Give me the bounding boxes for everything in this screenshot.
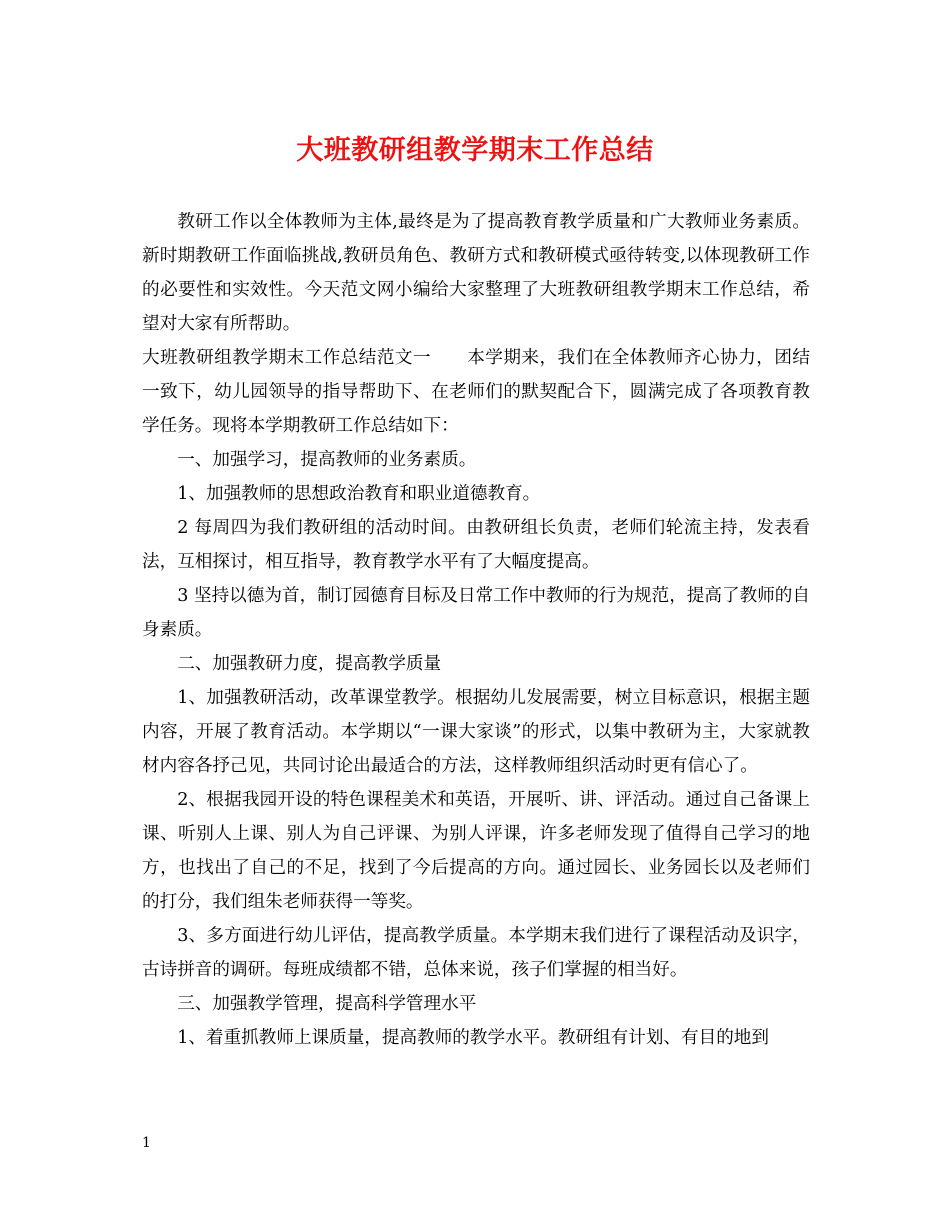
- heading-section-three: 三、加强教学管理，提高科学管理水平: [177, 994, 477, 1014]
- heading-section-one: 一、加强学习，提高教师的业务素质。: [177, 450, 477, 470]
- paragraph-item: 1、加强教师的思想政治教育和职业道德教育。: [177, 484, 541, 504]
- heading-section-two: 二、加强教研力度，提高教学质量: [177, 654, 442, 674]
- paragraph-item: 3、多方面进行幼儿评估，提高教学质量。本学期末我们进行了课程活动及识字，古诗拼音的调研。每班成绩都不错，总体来说，孩子们掌握的相当好。: [142, 926, 810, 980]
- paragraph-item: 2、根据我园开设的特色课程美术和英语，开展听、讲、评活动。通过自己备课上课、听别人上课、别人为自己评课、为别人评课，许多老师发现了值得自己学习的地方，也找出了自己的不足，找到了今后提高的方向。通过园长、业务园长以及老师们的打分，我们组朱老师获得一等奖。: [142, 790, 810, 912]
- paragraph-sample-one: 大班教研组教学期末工作总结范文一 本学期来，我们在全体教师齐心协力，团结一致下，幼儿园领导的指导帮助下、在老师们的默契配合下，圆满完成了各项教育教学任务。现将本学期教研工作总结如下：: [142, 348, 810, 436]
- page-number: 1: [142, 1135, 151, 1151]
- paragraph-item: 3 坚持以德为首，制订园德育目标及日常工作中教师的行为规范，提高了教师的自身素质。: [142, 586, 810, 640]
- document-title: 大班教研组教学期末工作总结: [296, 135, 654, 166]
- paragraph-item: 2 每周四为我们教研组的活动时间。由教研组长负责，老师们轮流主持，发表看法，互相探讨，相互指导，教育教学水平有了大幅度提高。: [142, 518, 810, 572]
- paragraph-intro: 教研工作以全体教师为主体,最终是为了提高教育教学质量和广大教师业务素质。新时期教研工作面临挑战,教研员角色、教研方式和教研模式亟待转变,以体现教研工作的必要性和实效性。今天范文网小编给大家整理了大班教研组教学期末工作总结，希望对大家有所帮助。: [142, 212, 810, 334]
- paragraph-item: 1、加强教研活动，改革课堂教学。根据幼儿发展需要，树立目标意识，根据主题内容，开展了教育活动。本学期以“一课大家谈”的形式，以集中教研为主，大家就教材内容各抒己见，共同讨论出最适合的方法，这样教师组织活动时更有信心了。: [142, 688, 810, 776]
- paragraph-item: 1、着重抓教师上课质量，提高教师的教学水平。教研组有计划、有目的地到: [177, 1028, 769, 1048]
- document-body: [142, 205, 810, 1055]
